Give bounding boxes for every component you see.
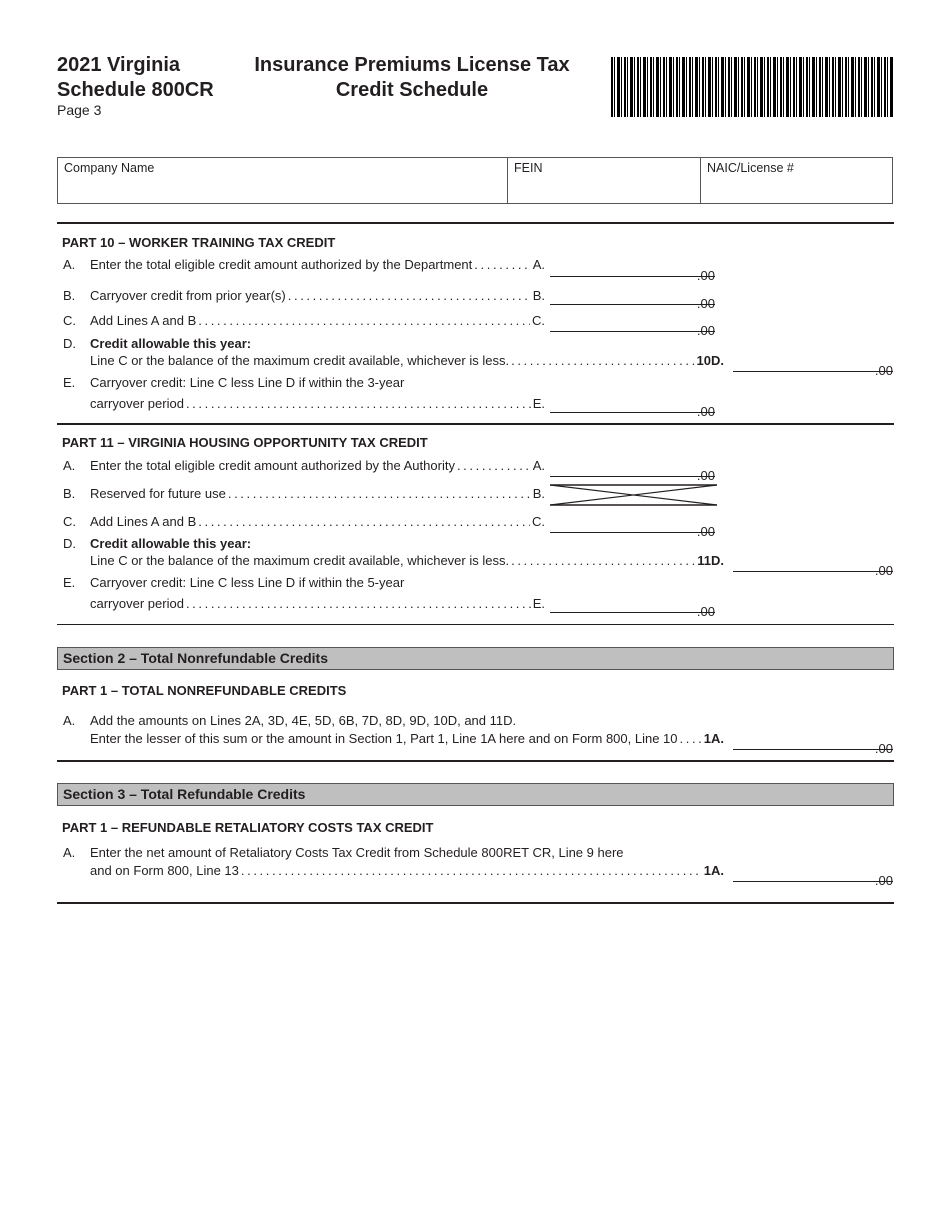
line-letter: C. <box>63 313 76 328</box>
line-letter: C. <box>63 514 76 529</box>
line-text: Add Lines A and B <box>90 514 197 529</box>
section2-line-a-text1 <box>63 713 516 728</box>
line-ref: 10D. <box>696 353 724 368</box>
part10-e-input[interactable] <box>550 396 715 419</box>
amount-value: .00 <box>874 563 893 578</box>
line-text: Enter the net amount of Retaliatory Costs Tax Credit from Schedule 800RET CR, Line 9 here <box>90 845 624 860</box>
form-title-line2: Credit Schedule <box>335 79 489 101</box>
part11-line-d-title <box>63 536 251 551</box>
part10-heading: PART 10 – WORKER TRAINING TAX CREDIT <box>62 235 336 250</box>
section2-1a-input[interactable] <box>733 733 893 756</box>
amount-value: .00 <box>696 524 715 539</box>
divider <box>57 760 894 762</box>
amount-value: .00 <box>874 363 893 378</box>
line-text: Enter the total eligible credit amount authorized by the Authority <box>90 458 455 473</box>
amount-value: .00 <box>696 604 715 619</box>
part10-c-input[interactable] <box>550 315 715 338</box>
line-text: carryover period <box>90 596 184 611</box>
section2-part1-heading: PART 1 – TOTAL NONREFUNDABLE CREDITS <box>62 683 347 698</box>
line-text: Carryover credit from prior year(s) <box>90 288 286 303</box>
line-text: Line C or the balance of the maximum credit available, whichever is less. <box>90 353 510 368</box>
part11-line-b <box>63 486 545 501</box>
schedule-name: Schedule 800CR <box>57 79 214 101</box>
line-ref: E. <box>532 396 545 411</box>
line-letter: A. <box>63 257 76 272</box>
line-letter: B. <box>63 486 76 501</box>
section2-header: Section 2 – Total Nonrefundable Credits <box>57 647 894 670</box>
line-ref: 1A. <box>703 731 724 746</box>
amount-value: .00 <box>696 323 715 338</box>
part11-e-input[interactable] <box>550 596 715 619</box>
line-title: Credit allowable this year: <box>90 336 252 351</box>
identification-box <box>57 157 893 204</box>
fein-field[interactable] <box>508 158 701 203</box>
fein-label: FEIN <box>514 161 543 175</box>
divider <box>57 624 894 625</box>
line-letter: B. <box>63 288 76 303</box>
line-ref: A. <box>532 257 545 272</box>
line-text: Carryover credit: Line C less Line D if within the 5-year <box>90 575 405 590</box>
line-letter: A. <box>63 713 76 728</box>
line-ref: A. <box>532 458 545 473</box>
part11-c-input[interactable] <box>550 516 715 539</box>
naic-label: NAIC/License # <box>707 161 794 175</box>
line-text: Add Lines A and B <box>90 313 197 328</box>
line-text: Enter the total eligible credit amount authorized by the Department <box>90 257 473 272</box>
part10-b-input[interactable] <box>550 288 715 311</box>
line-ref: B. <box>532 486 545 501</box>
part10-line-a <box>63 257 545 272</box>
line-letter: D. <box>63 536 76 551</box>
part10-line-e <box>90 396 545 411</box>
part10-a-input[interactable] <box>550 260 715 283</box>
amount-value: .00 <box>696 296 715 311</box>
section3-1a-input[interactable] <box>733 865 893 888</box>
line-letter: D. <box>63 336 76 351</box>
company-name-field[interactable] <box>58 158 508 203</box>
line-letter: E. <box>63 575 76 590</box>
line-text: Carryover credit: Line C less Line D if within the 3-year <box>90 375 405 390</box>
part10-line-d-title <box>63 336 251 351</box>
part11-a-input[interactable] <box>550 460 715 483</box>
part10-line-d <box>90 353 724 368</box>
line-ref: 11D. <box>697 553 724 568</box>
part10-line-e-text1 <box>63 375 404 390</box>
section2-line-a <box>90 731 724 746</box>
line-letter: A. <box>63 458 76 473</box>
line-11d-input[interactable] <box>733 555 893 578</box>
barcode <box>611 57 893 117</box>
amount-value: .00 <box>696 468 715 483</box>
amount-value: .00 <box>696 268 715 283</box>
part11-line-c <box>63 514 545 529</box>
part11-line-e-text1 <box>63 575 404 590</box>
section3-line-a-text1 <box>63 845 624 860</box>
line-text: Enter the lesser of this sum or the amount in Section 1, Part 1, Line 1A here and on Form 800, Line 10 <box>90 731 678 746</box>
section3-part1-heading: PART 1 – REFUNDABLE RETALIATORY COSTS TAX CREDIT <box>62 820 434 835</box>
part11-line-e <box>90 596 545 611</box>
line-text: and on Form 800, Line 13 <box>90 863 239 878</box>
line-ref: E. <box>532 596 545 611</box>
part11-heading: PART 11 – VIRGINIA HOUSING OPPORTUNITY TAX CREDIT <box>62 435 428 450</box>
line-ref: B. <box>532 288 545 303</box>
amount-value: .00 <box>874 873 893 888</box>
amount-value: .00 <box>696 404 715 419</box>
part11-line-d <box>90 553 724 568</box>
part10-line-c <box>63 313 545 328</box>
section3-header: Section 3 – Total Refundable Credits <box>57 783 894 806</box>
line-ref: C. <box>532 514 545 529</box>
company-name-label: Company Name <box>64 161 155 175</box>
line-text: Reserved for future use <box>90 486 226 501</box>
reserved-crossed-box <box>550 484 717 506</box>
line-letter: A. <box>63 845 76 860</box>
divider <box>57 423 894 425</box>
divider <box>57 222 894 224</box>
line-text: Add the amounts on Lines 2A, 3D, 4E, 5D, 6B, 7D, 8D, 9D, 10D, and 11D. <box>90 713 517 728</box>
line-title: Credit allowable this year: <box>90 536 252 551</box>
part11-line-a <box>63 458 545 473</box>
line-text: Line C or the balance of the maximum credit available, whichever is less. <box>90 553 510 568</box>
page-number: Page 3 <box>57 102 102 118</box>
line-10d-input[interactable] <box>733 355 893 378</box>
form-title-line1: Insurance Premiums License Tax <box>254 54 570 76</box>
amount-value: .00 <box>874 741 893 756</box>
part10-line-b <box>63 288 545 303</box>
divider <box>57 902 894 904</box>
section3-line-a <box>90 863 724 878</box>
line-ref: C. <box>532 313 545 328</box>
line-letter: E. <box>63 375 76 390</box>
line-ref: 1A. <box>703 863 724 878</box>
form-year-state: 2021 Virginia <box>57 54 181 76</box>
naic-field[interactable] <box>701 158 892 203</box>
line-text: carryover period <box>90 396 184 411</box>
